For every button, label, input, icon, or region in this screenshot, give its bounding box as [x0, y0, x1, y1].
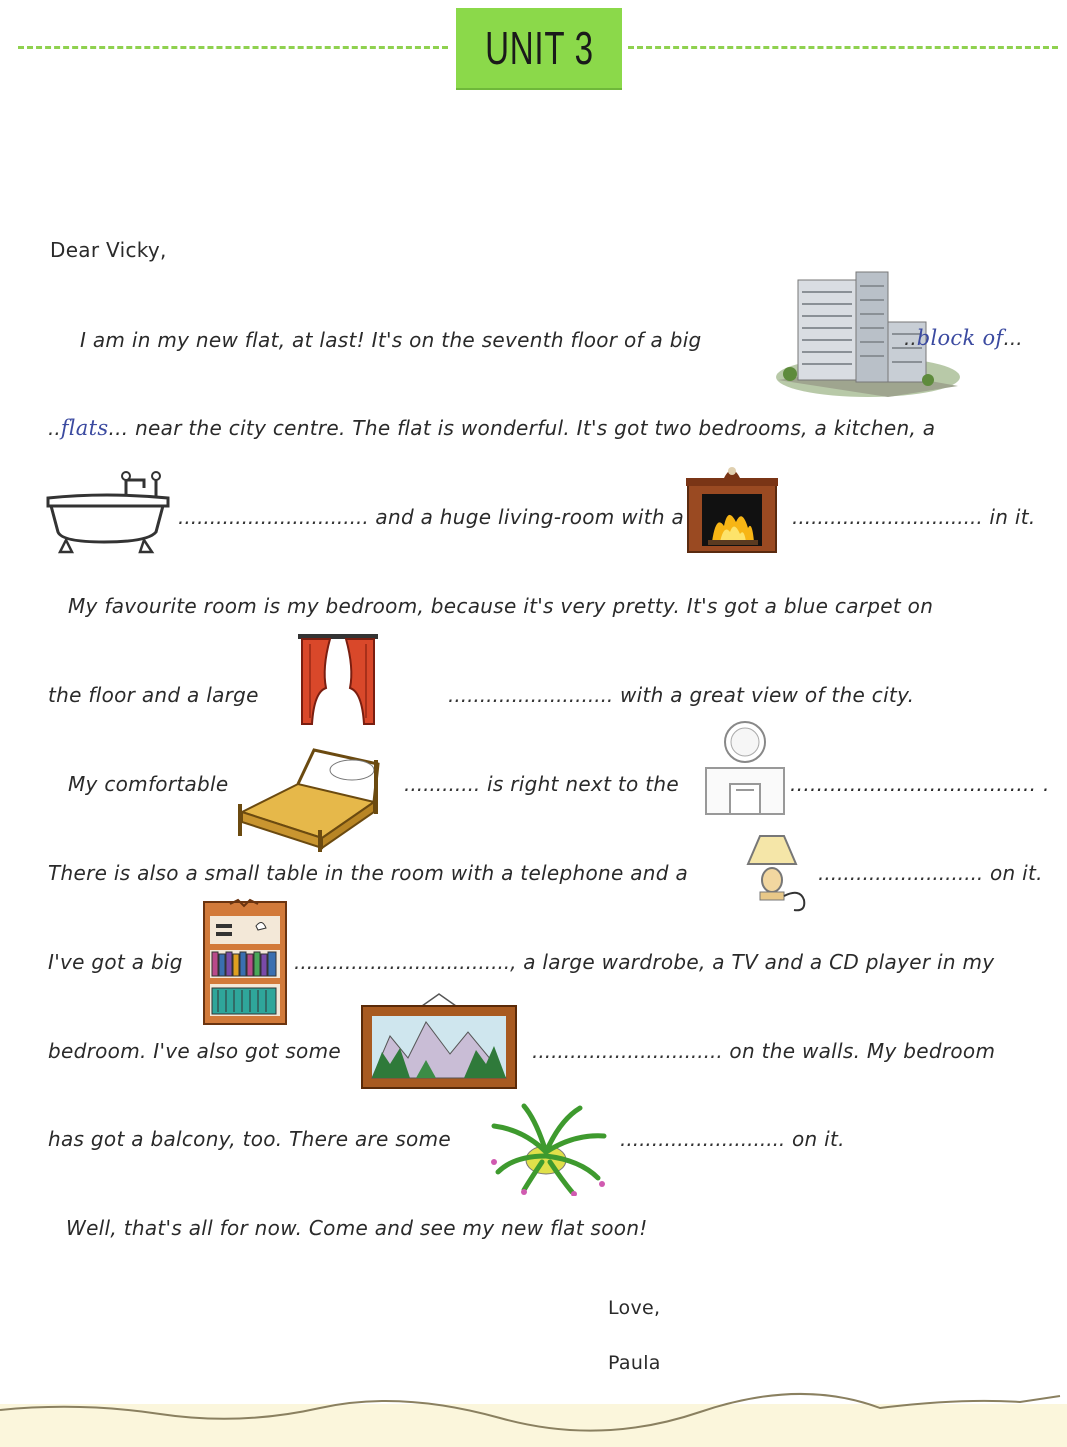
filled-answer-2: flats	[60, 416, 109, 440]
letter-line-3-end: .............................. in it.	[792, 505, 1036, 529]
letter-line-7: There is also a small table in the room with a telephone and a	[48, 861, 688, 885]
blank-plants: ..........................	[620, 1127, 786, 1151]
curtains-icon	[296, 628, 380, 726]
letter-line-4: My favourite room is my bedroom, because it's very pretty. It's got a blue carpet on	[68, 594, 934, 618]
letter-line-3: .............................. and a huge living-room with a	[178, 505, 685, 529]
letter-line-11: Well, that's all for now. Come and see my new flat soon!	[66, 1216, 648, 1240]
blank-curtains: ..........................	[448, 683, 614, 707]
blank-fireplace: ..............................	[792, 505, 983, 529]
letter-line-10-end: .......................... on it.	[620, 1127, 845, 1151]
bathtub-icon	[44, 466, 172, 556]
blank-dressing-table: ..................................... .	[790, 772, 1050, 796]
letter-line-6-mid: ............ is right next to the	[404, 772, 679, 796]
dressing-table-icon	[704, 718, 786, 816]
header-dashed-line-left	[18, 46, 448, 49]
blank-bookcase: ..................................,	[294, 950, 517, 974]
letter-line-9: bedroom. I've also got some	[48, 1039, 341, 1063]
line-1-text: I am in my new flat, at last! It's on the seventh floor of a big	[80, 328, 702, 352]
letter-line-10: has got a balcony, too. There are some	[48, 1127, 451, 1151]
torn-paper-edge	[0, 1388, 1067, 1447]
filled-answer-1: block of	[916, 326, 1004, 350]
greeting: Dear Vicky,	[50, 238, 167, 262]
bed-icon	[232, 740, 382, 854]
letter-line-8-end: .................................., a large wardrobe, a TV and a CD player in my	[294, 950, 995, 974]
closing: Love,	[608, 1297, 661, 1319]
lamp-icon	[734, 828, 814, 912]
picture-icon	[360, 992, 518, 1090]
answer-block-of: ..block of...	[904, 326, 1023, 350]
unit-header-box	[456, 8, 622, 90]
letter-line-5-end: .......................... with a great view of the city.	[448, 683, 915, 707]
header-dashed-line-right	[628, 46, 1058, 49]
bookcase-icon	[202, 896, 288, 1026]
letter-line-5: the floor and a large	[48, 683, 259, 707]
letter-line-7-end: .......................... on it.	[818, 861, 1043, 885]
fireplace-icon	[686, 462, 778, 554]
letter-line-9-end: .............................. on the walls. My bedroom	[532, 1039, 996, 1063]
letter-line-6: My comfortable	[68, 772, 229, 796]
letter-line-8: I've got a big	[48, 950, 183, 974]
plant-icon	[484, 1100, 610, 1196]
blank-lamp: ..........................	[818, 861, 984, 885]
unit-title: UNIT 3	[484, 22, 594, 74]
blank-pictures: ..............................	[532, 1039, 723, 1063]
blank-bath: ..............................	[178, 505, 369, 529]
blank-bed: ............	[404, 772, 481, 796]
letter-line-1	[80, 328, 702, 352]
letter-line-2: ..flats... near the city centre. The flat is wonderful. It's got two bedrooms, a kitchen, a	[48, 416, 936, 440]
signature: Paula	[608, 1352, 661, 1374]
